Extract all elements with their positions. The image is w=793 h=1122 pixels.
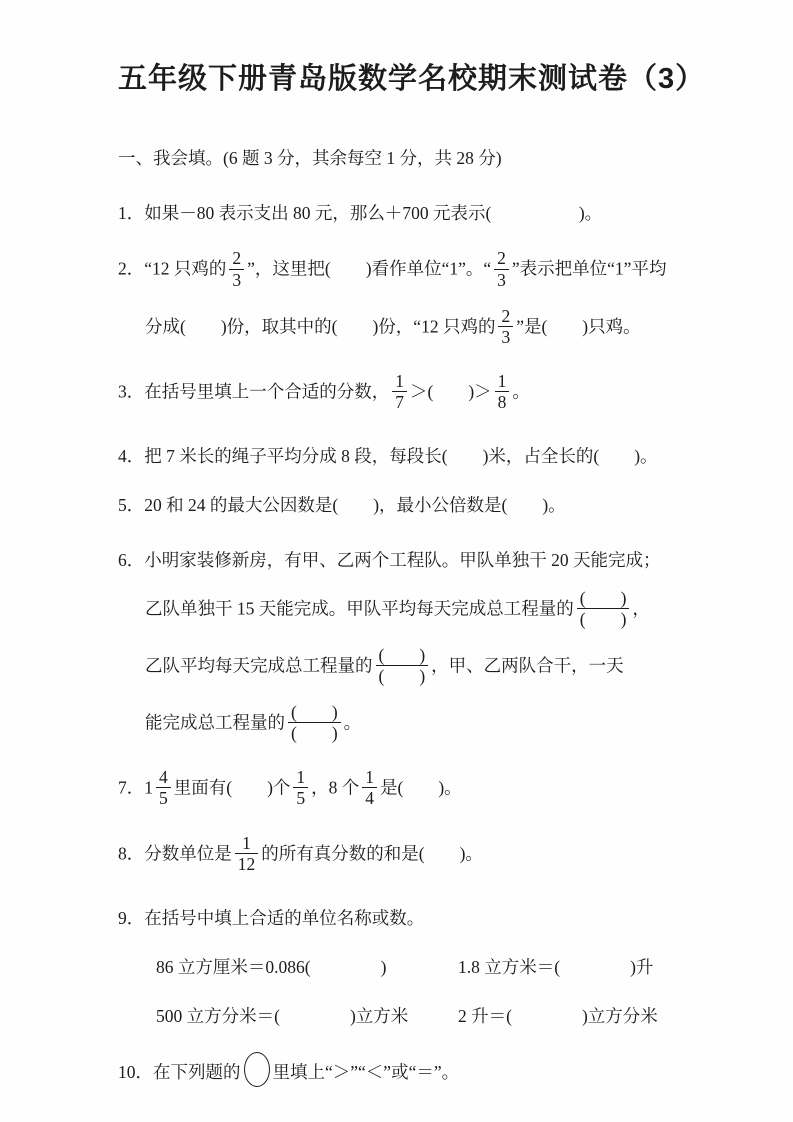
fraction-numerator: 1 [362,767,377,788]
q6-text-3: 乙队平均每天完成总工程量的 [145,655,373,676]
q8-text-2: 的所有真分数的和是( )。 [261,843,483,864]
q3-text-1: 3．在括号里填上一个合适的分数， [118,381,390,402]
fraction-numerator: 2 [494,248,509,269]
fraction-numerator: 4 [156,767,171,788]
question-1: 1．如果－80 表示支出 80 元，那么＋700 元表示( )。 [118,203,603,224]
q9-blank-cubic-dm: 500 立方分米＝( )立方米 [156,1006,409,1027]
fraction-denominator: 3 [232,269,242,290]
q10-text-1: 10．在下列题的 [118,1062,241,1083]
q10-text-2: 里填上“＞”“＜”或“＝”。 [272,1062,460,1083]
q6-text-2: ， [632,598,650,619]
fraction-numerator: ( ) [376,645,429,666]
q7-text-3: ，8 个 [311,777,360,798]
q6-text-6: 。 [343,712,362,733]
fraction-numerator: 1 [495,371,510,392]
fraction-numerator: 2 [498,306,513,327]
fraction-blank [376,645,429,686]
q2-text-5: ”是( )只鸡。 [516,316,641,337]
fraction-one-fourth [362,767,377,808]
fraction-blank [577,588,630,629]
q9-blank-liter-to-cubic-dm: 2 升＝( )立方分米 [458,1006,658,1027]
fraction-numerator: 2 [229,248,244,269]
fraction-blank [288,702,341,743]
fraction-one-twelfth [235,833,259,874]
q6-text-1: 乙队单独干 15 天能完成。甲队平均每天完成总工程量的 [145,598,574,619]
fraction-two-thirds [494,248,509,289]
fraction-one-seventh [392,371,407,412]
fraction-two-thirds [229,248,244,289]
fraction-denominator: 8 [497,392,507,413]
fraction-denominator: ( ) [579,608,627,629]
fraction-denominator: 12 [237,853,256,874]
question-8 [118,834,697,877]
fraction-numerator: 1 [392,371,407,392]
page-title: 五年级下册青岛版数学名校期末测试卷（3） [118,63,706,95]
fraction-denominator: 3 [497,269,506,290]
fraction-numerator: ( ) [288,702,341,723]
fraction-one-fifth [293,767,308,808]
q9-blank-cubic-cm: 86 立方厘米＝0.086( ) [156,956,387,977]
question-6-line-1: 6．小明家装修新房，有甲、乙两个工程队。甲队单独干 20 天能完成； [118,550,661,571]
fraction-denominator: 7 [395,392,404,413]
comparison-circle-blank [244,1052,270,1087]
fraction-numerator: ( ) [577,588,630,609]
q2-text-2: ”，这里把( )看作单位“1”。“ [247,259,492,280]
q2-text-1: 2．“12 只鸡的 [118,259,227,280]
q6-text-5: 能完成总工程量的 [145,712,285,733]
question-10 [118,1052,697,1087]
question-2-line-2 [145,307,697,350]
q7-text-4: 是( )。 [380,777,462,798]
q2-text-4: 分成( )份，取其中的( )份，“12 只鸡的 [145,316,496,337]
q2-text-3: ”表示把单位“1”平均 [511,259,667,280]
fraction-two-thirds [498,306,513,347]
fraction-denominator: 5 [159,788,168,809]
fraction-numerator: 1 [293,767,308,788]
q9-blank-cubic-m-to-liter: 1.8 立方米＝( )升 [458,956,654,977]
question-6-line-4 [145,703,697,746]
fraction-one-eighth [495,371,510,412]
section-1-heading: 一、我会填。(6 题 3 分，其余每空 1 分，共 28 分) [118,148,502,169]
q7-text-2: 里面有( )个 [173,777,291,798]
question-6-line-2 [145,589,697,632]
question-3 [118,372,697,415]
fraction-denominator: 4 [365,788,375,809]
q6-text-4: ，甲、乙两队合干，一天 [431,655,624,676]
question-9-line-1: 9．在括号中填上合适的单位名称或数。 [118,907,425,928]
q7-text-1: 7．1 [118,777,153,798]
fraction-numerator: 1 [235,833,259,854]
question-5: 5．20 和 24 的最大公因数是( )，最小公倍数是( )。 [118,495,566,516]
question-9-line-2 [156,954,697,981]
question-4: 4．把 7 米长的绳子平均分成 8 段，每段长( )米，占全长的( )。 [118,446,658,467]
fraction-four-fifths [156,767,171,808]
q3-text-3: 。 [512,381,530,402]
question-7 [118,768,697,811]
fraction-denominator: ( ) [378,665,426,686]
fraction-denominator: 5 [296,788,306,809]
q3-text-2: ＞( )＞ [410,381,492,402]
question-2-line-1 [118,249,697,292]
fraction-denominator: 3 [501,326,511,347]
question-9-line-3 [156,1003,697,1030]
q8-text-1: 8．分数单位是 [118,843,232,864]
fraction-denominator: ( ) [291,723,338,744]
question-6-line-3 [145,646,697,689]
